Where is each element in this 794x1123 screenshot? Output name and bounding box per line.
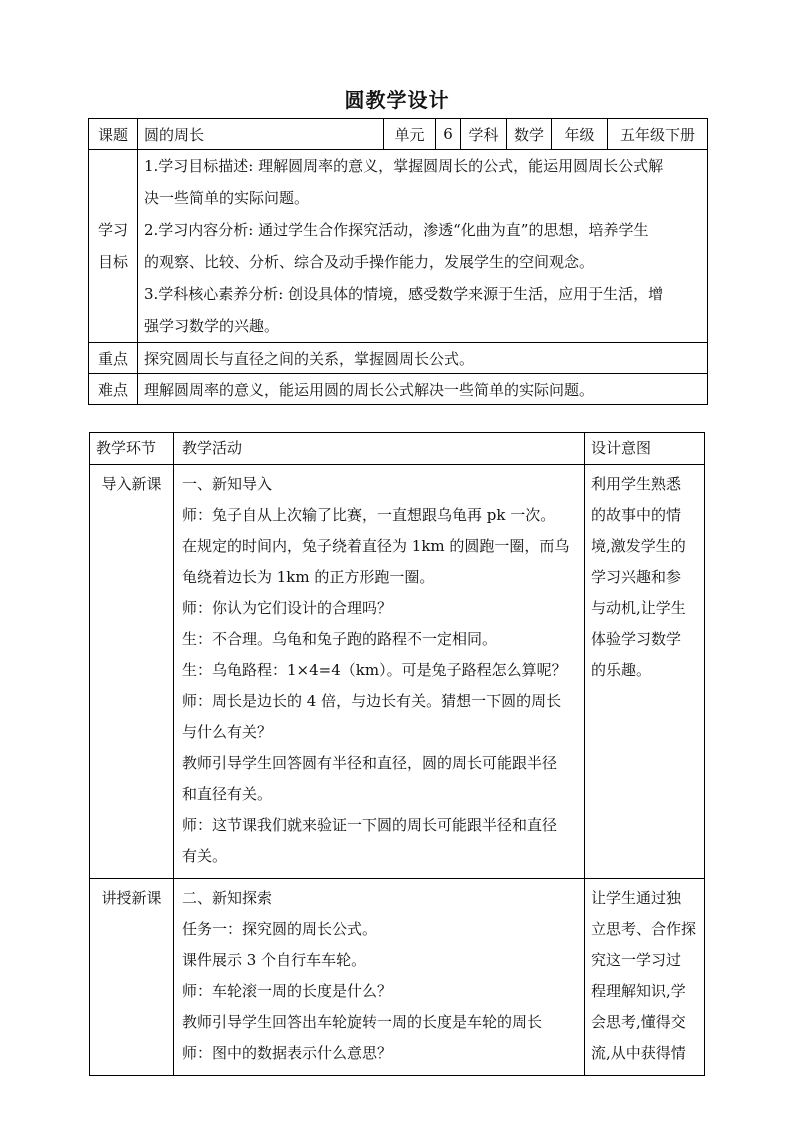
- intent-cell: [585, 879, 705, 1076]
- activity-line: 课件展示 3 个自行车车轮。: [182, 951, 367, 969]
- key-point-row: [89, 343, 708, 374]
- lesson-info-table: [88, 118, 708, 405]
- process-header-row: [90, 433, 705, 465]
- goals-content: [138, 150, 708, 343]
- activity-line: 生：乌龟路程：1×4=4（km）。可是兔子路程怎么算呢？: [182, 661, 567, 679]
- activity-line: 师：图中的数据表示什么意思？: [182, 1044, 393, 1062]
- goal-line: 决一些简单的实际问题。: [144, 189, 310, 207]
- activity-line: 师：兔子自从上次输了比赛，一直想跟乌龟再 pk 一次。: [182, 506, 556, 524]
- goals-label: [89, 150, 138, 343]
- goals-label-line: 目标: [97, 253, 128, 271]
- activity-line: 任务一：探究圆的周长公式。: [182, 920, 378, 938]
- activity-cell: [174, 879, 585, 1076]
- activity-line: 师：周长是边长的 4 倍，与边长有关。猜想一下圆的周长: [182, 692, 562, 710]
- activity-line: 龟绕着边长为 1km 的正方形跑一圈。: [182, 568, 435, 586]
- subject-label: 学科: [461, 119, 507, 150]
- intent-line: 立思考、合作探: [591, 920, 697, 938]
- activity-line: 生：不合理。乌龟和兔子跑的路程不一定相同。: [182, 630, 498, 648]
- activity-line: 与什么有关？: [182, 723, 273, 741]
- goal-line: 强学习数学的兴趣。: [144, 317, 280, 335]
- key-value: 探究圆周长与直径之间的关系，掌握圆周长公式。: [138, 343, 708, 374]
- activity-line: 二、新知探索: [182, 889, 273, 907]
- header-intent: 设计意图: [585, 433, 705, 465]
- activity-line: 在规定的时间内，兔子绕着直径为 1km 的圆跑一圈，而乌: [182, 537, 570, 555]
- goal-line: 2.学习内容分析: 通过学生合作探究活动，渗透“化曲为直”的思想，培养学生: [144, 221, 649, 239]
- unit-label: 单元: [384, 119, 436, 150]
- intent-line: 的故事中的情: [591, 506, 682, 524]
- activity-cell: [174, 465, 585, 879]
- stage-cell: 导入新课: [90, 465, 174, 879]
- intent-line: 程理解知识,学: [591, 982, 686, 1000]
- intent-line: 的乐趣。: [591, 661, 652, 679]
- grade-value: 五年级下册: [608, 119, 708, 150]
- process-row-intro: [90, 465, 705, 879]
- process-row-new-lesson: [90, 879, 705, 1076]
- difficult-value: 理解圆周率的意义，能运用圆的周长公式解决一些简单的实际问题。: [138, 374, 708, 405]
- intent-line: 流,从中获得情: [591, 1044, 686, 1062]
- activity-line: 一、新知导入: [182, 475, 273, 493]
- activity-line: 师：这节课我们就来验证一下圆的周长可能跟半径和直径: [182, 816, 558, 834]
- intent-line: 究这一学习过: [591, 951, 682, 969]
- intent-line: 让学生通过独: [591, 889, 682, 907]
- goal-line: 的观察、比较、分析、综合及动手操作能力，发展学生的空间观念。: [144, 253, 595, 271]
- goals-label-line: 学习: [97, 221, 128, 239]
- topic-value: 圆的周长: [138, 119, 384, 150]
- page-title: 圆教学设计: [344, 88, 450, 112]
- goal-line: 3.学科核心素养分析: 创设具体的情境，感受数学来源于生活，应用于生活，增: [144, 285, 664, 303]
- intent-line: 学习兴趣和参: [591, 568, 682, 586]
- topic-label: 课题: [89, 119, 138, 150]
- activity-line: 和直径有关。: [182, 785, 273, 803]
- unit-value: 6: [436, 119, 461, 150]
- teaching-process-table: [89, 432, 705, 1076]
- header-stage: 教学环节: [90, 433, 174, 465]
- intent-line: 利用学生熟悉: [591, 475, 682, 493]
- info-header-row: [89, 119, 708, 150]
- intent-line: 体验学习数学: [591, 630, 682, 648]
- activity-line: 有关。: [182, 847, 228, 865]
- subject-value: 数学: [507, 119, 552, 150]
- key-label: 重点: [89, 343, 138, 374]
- difficult-label: 难点: [89, 374, 138, 405]
- stage-cell: 讲授新课: [90, 879, 174, 1076]
- goals-row: [89, 150, 708, 343]
- header-activity: 教学活动: [174, 433, 585, 465]
- activity-line: 教师引导学生回答圆有半径和直径，圆的周长可能跟半径: [182, 754, 558, 772]
- activity-line: 师：你认为它们设计的合理吗？: [182, 599, 393, 617]
- goal-line: 1.学习目标描述: 理解圆周率的意义，掌握圆周长的公式，能运用圆周长公式解: [144, 157, 664, 175]
- grade-label: 年级: [552, 119, 608, 150]
- intent-line: 与动机,让学生: [591, 599, 686, 617]
- intent-line: 会思考,懂得交: [591, 1013, 686, 1031]
- intent-line: 境,激发学生的: [591, 537, 686, 555]
- activity-line: 教师引导学生回答出车轮旋转一周的长度是车轮的周长: [182, 1013, 543, 1031]
- activity-line: 师：车轮滚一周的长度是什么？: [182, 982, 393, 1000]
- intent-cell: [585, 465, 705, 879]
- difficulty-row: [89, 374, 708, 405]
